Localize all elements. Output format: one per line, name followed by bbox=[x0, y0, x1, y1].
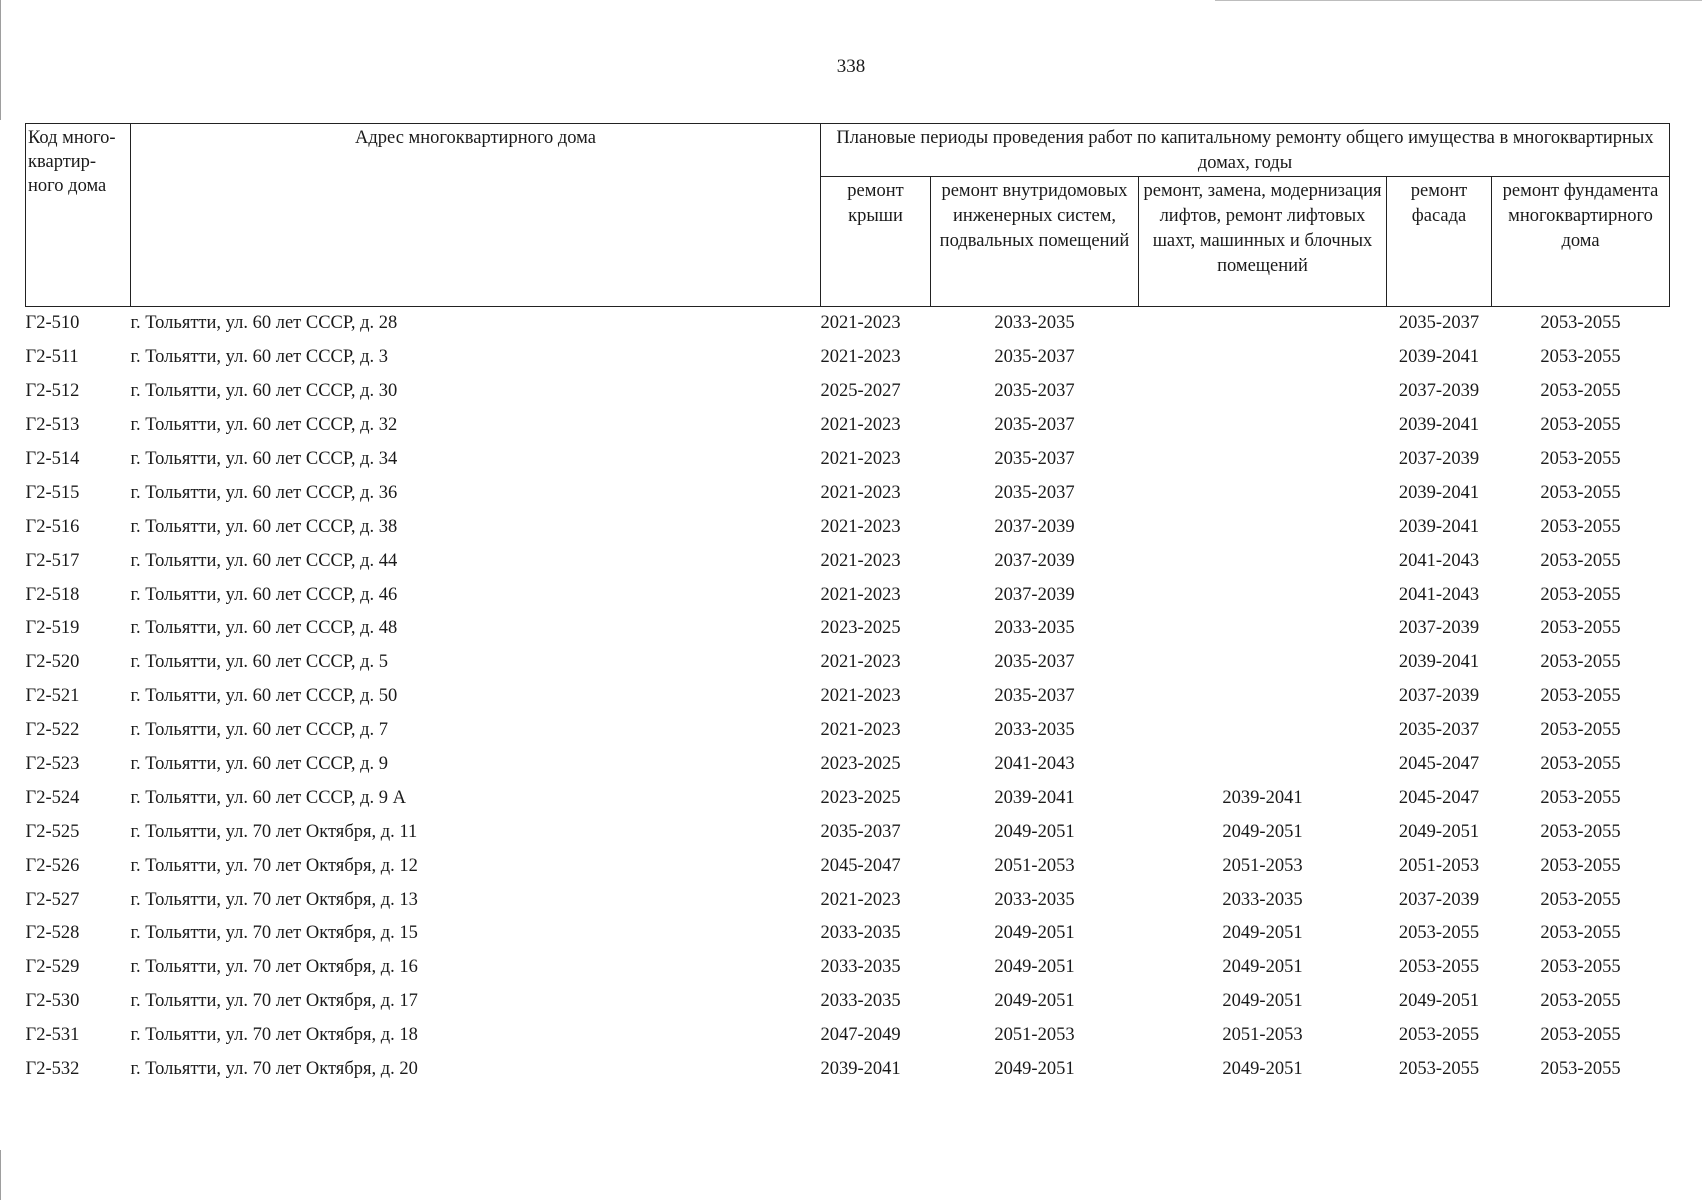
cell-code: Г2-521 bbox=[25, 686, 80, 707]
cell-systems: 2035-2037 bbox=[994, 686, 1075, 707]
cell-facade: 2049-2051 bbox=[1398, 821, 1480, 842]
cell-code: Г2-525 bbox=[25, 821, 80, 842]
cell-code: Г2-532 bbox=[25, 1059, 80, 1080]
table-row bbox=[26, 1053, 1670, 1087]
cell-address: г. Тольятти, ул. 60 лет СССР, д. 30 bbox=[130, 381, 398, 402]
cell-systems: 2049-2051 bbox=[994, 957, 1075, 978]
cell-roof: 2021-2023 bbox=[820, 686, 901, 707]
table-row bbox=[26, 307, 1670, 341]
cell-foundation: 2053-2055 bbox=[1540, 821, 1621, 842]
header-elevators: ремонт, замена, модернизация лифтов, ремонт лифтовых шахт, машинных и блочных помещений bbox=[1139, 177, 1387, 307]
cell-systems: 2037-2039 bbox=[994, 516, 1075, 537]
cell-roof: 2023-2025 bbox=[820, 754, 901, 775]
cell-code: Г2-529 bbox=[25, 957, 80, 978]
cell-foundation: 2053-2055 bbox=[1540, 754, 1621, 775]
cell-roof: 2033-2035 bbox=[820, 957, 901, 978]
cell-code: Г2-515 bbox=[25, 482, 80, 503]
cell-roof: 2023-2025 bbox=[820, 618, 901, 639]
cell-address: г. Тольятти, ул. 60 лет СССР, д. 9 А bbox=[130, 787, 407, 808]
cell-facade: 2049-2051 bbox=[1398, 991, 1480, 1012]
cell-elevators: 2049-2051 bbox=[1222, 821, 1303, 842]
cell-facade: 2035-2037 bbox=[1398, 720, 1480, 741]
cell-address: г. Тольятти, ул. 60 лет СССР, д. 50 bbox=[130, 686, 398, 707]
cell-elevators bbox=[1139, 714, 1387, 748]
header-row bbox=[26, 124, 1670, 177]
cell-foundation: 2053-2055 bbox=[1540, 618, 1621, 639]
cell-facade: 2039-2041 bbox=[1398, 347, 1480, 368]
cell-foundation: 2053-2055 bbox=[1540, 889, 1621, 910]
cell-elevators: 2051-2053 bbox=[1222, 855, 1303, 876]
table-row bbox=[26, 883, 1670, 917]
cell-elevators bbox=[1139, 443, 1387, 477]
cell-elevators: 2049-2051 bbox=[1222, 1059, 1303, 1080]
cell-address: г. Тольятти, ул. 60 лет СССР, д. 38 bbox=[130, 516, 398, 537]
cell-code: Г2-522 bbox=[25, 720, 80, 741]
cell-foundation: 2053-2055 bbox=[1540, 415, 1621, 436]
cell-foundation: 2053-2055 bbox=[1540, 516, 1621, 537]
cell-roof: 2021-2023 bbox=[820, 652, 901, 673]
cell-systems: 2041-2043 bbox=[994, 754, 1075, 775]
cell-facade: 2053-2055 bbox=[1398, 1025, 1480, 1046]
cell-address: г. Тольятти, ул. 70 лет Октября, д. 20 bbox=[130, 1059, 418, 1080]
cell-facade: 2053-2055 bbox=[1398, 1059, 1480, 1080]
cell-code: Г2-516 bbox=[25, 516, 80, 537]
cell-facade: 2039-2041 bbox=[1398, 415, 1480, 436]
cell-code: Г2-513 bbox=[25, 415, 80, 436]
cell-roof: 2021-2023 bbox=[820, 550, 901, 571]
cell-roof: 2025-2027 bbox=[820, 381, 901, 402]
cell-foundation: 2053-2055 bbox=[1540, 1059, 1621, 1080]
header-foundation: ремонт фундамента многоквартирного дома bbox=[1492, 177, 1670, 307]
cell-roof: 2021-2023 bbox=[820, 347, 901, 368]
table-header bbox=[26, 124, 1670, 307]
page-number: 338 bbox=[836, 56, 866, 77]
cell-roof: 2035-2037 bbox=[820, 821, 901, 842]
cell-foundation: 2053-2055 bbox=[1540, 686, 1621, 707]
cell-address: г. Тольятти, ул. 70 лет Октября, д. 16 bbox=[130, 957, 418, 978]
cell-code: Г2-531 bbox=[25, 1025, 80, 1046]
table-row bbox=[26, 612, 1670, 646]
cell-systems: 2033-2035 bbox=[994, 313, 1075, 334]
cell-elevators bbox=[1139, 612, 1387, 646]
cell-systems: 2035-2037 bbox=[994, 381, 1075, 402]
table-row bbox=[26, 714, 1670, 748]
cell-address: г. Тольятти, ул. 60 лет СССР, д. 7 bbox=[130, 720, 389, 741]
cell-facade: 2035-2037 bbox=[1398, 313, 1480, 334]
cell-roof: 2021-2023 bbox=[820, 313, 901, 334]
cell-systems: 2035-2037 bbox=[994, 652, 1075, 673]
cell-code: Г2-519 bbox=[25, 618, 80, 639]
cell-systems: 2037-2039 bbox=[994, 584, 1075, 605]
cell-elevators bbox=[1139, 307, 1387, 341]
cell-elevators: 2039-2041 bbox=[1222, 787, 1303, 808]
cell-elevators bbox=[1139, 510, 1387, 544]
table-row bbox=[26, 849, 1670, 883]
cell-facade: 2039-2041 bbox=[1398, 652, 1480, 673]
cell-roof: 2045-2047 bbox=[820, 855, 901, 876]
cell-systems: 2051-2053 bbox=[994, 1025, 1075, 1046]
cell-roof: 2021-2023 bbox=[820, 415, 901, 436]
cell-foundation: 2053-2055 bbox=[1540, 449, 1621, 469]
cell-foundation: 2053-2055 bbox=[1540, 652, 1621, 673]
cell-code: Г2-526 bbox=[25, 855, 80, 876]
table-row bbox=[26, 443, 1670, 477]
cell-foundation: 2053-2055 bbox=[1540, 855, 1621, 876]
table-row bbox=[26, 476, 1670, 510]
cell-foundation: 2053-2055 bbox=[1540, 482, 1621, 503]
cell-address: г. Тольятти, ул. 60 лет СССР, д. 34 bbox=[130, 449, 398, 469]
scan-artifact-line bbox=[1215, 0, 1702, 1]
cell-elevators bbox=[1139, 680, 1387, 714]
cell-roof: 2021-2023 bbox=[820, 516, 901, 537]
cell-address: г. Тольятти, ул. 70 лет Октября, д. 15 bbox=[130, 923, 418, 944]
cell-code: Г2-530 bbox=[25, 991, 80, 1012]
cell-foundation: 2053-2055 bbox=[1540, 347, 1621, 368]
scan-artifact-edge bbox=[0, 1150, 1, 1200]
cell-facade: 2037-2039 bbox=[1398, 449, 1480, 469]
cell-roof: 2021-2023 bbox=[820, 889, 901, 910]
cell-address: г. Тольятти, ул. 60 лет СССР, д. 44 bbox=[130, 550, 398, 571]
table-row bbox=[26, 578, 1670, 612]
header-code: Код много-квартир-ного дома bbox=[26, 124, 131, 307]
table-row bbox=[26, 985, 1670, 1019]
cell-elevators: 2051-2053 bbox=[1222, 1025, 1303, 1046]
cell-foundation: 2053-2055 bbox=[1540, 720, 1621, 741]
table-row bbox=[26, 409, 1670, 443]
cell-foundation: 2053-2055 bbox=[1540, 550, 1621, 571]
cell-roof: 2033-2035 bbox=[820, 923, 901, 944]
cell-code: Г2-518 bbox=[25, 584, 80, 605]
cell-elevators bbox=[1139, 578, 1387, 612]
cell-elevators bbox=[1139, 646, 1387, 680]
header-facade: ремонт фасада bbox=[1387, 177, 1492, 307]
cell-code: Г2-512 bbox=[25, 381, 80, 402]
table-body bbox=[26, 307, 1670, 1087]
cell-address: г. Тольятти, ул. 70 лет Октября, д. 13 bbox=[130, 889, 418, 910]
cell-elevators bbox=[1139, 341, 1387, 375]
cell-roof: 2047-2049 bbox=[820, 1025, 901, 1046]
header-address: Адрес многоквартирного дома bbox=[131, 124, 821, 307]
table-row bbox=[26, 951, 1670, 985]
cell-roof: 2021-2023 bbox=[820, 584, 901, 605]
cell-address: г. Тольятти, ул. 70 лет Октября, д. 12 bbox=[130, 855, 418, 876]
cell-facade: 2053-2055 bbox=[1398, 957, 1480, 978]
cell-facade: 2041-2043 bbox=[1398, 550, 1480, 571]
cell-systems: 2035-2037 bbox=[994, 347, 1075, 368]
cell-systems: 2049-2051 bbox=[994, 991, 1075, 1012]
cell-code: Г2-511 bbox=[25, 347, 79, 368]
cell-foundation: 2053-2055 bbox=[1540, 991, 1621, 1012]
cell-systems: 2033-2035 bbox=[994, 618, 1075, 639]
cell-systems: 2033-2035 bbox=[994, 889, 1075, 910]
cell-address: г. Тольятти, ул. 70 лет Октября, д. 18 bbox=[130, 1025, 418, 1046]
cell-foundation: 2053-2055 bbox=[1540, 313, 1621, 334]
cell-address: г. Тольятти, ул. 70 лет Октября, д. 11 bbox=[130, 821, 418, 842]
cell-facade: 2039-2041 bbox=[1398, 516, 1480, 537]
table-row bbox=[26, 646, 1670, 680]
table-row bbox=[26, 917, 1670, 951]
table-row bbox=[26, 510, 1670, 544]
header-periods: Плановые периоды проведения работ по капитальному ремонту общего имущества в многоквартирных домах, годы bbox=[821, 124, 1670, 177]
cell-elevators bbox=[1139, 544, 1387, 578]
header-systems: ремонт внутридомовых инженерных систем, подвальных помещений bbox=[931, 177, 1139, 307]
cell-roof: 2021-2023 bbox=[820, 449, 901, 469]
cell-code: Г2-523 bbox=[25, 754, 80, 775]
cell-elevators bbox=[1139, 748, 1387, 782]
cell-roof: 2039-2041 bbox=[820, 1059, 901, 1080]
cell-facade: 2037-2039 bbox=[1398, 618, 1480, 639]
table-row bbox=[26, 375, 1670, 409]
cell-elevators: 2033-2035 bbox=[1222, 889, 1303, 910]
cell-elevators: 2049-2051 bbox=[1222, 923, 1303, 944]
cell-address: г. Тольятти, ул. 60 лет СССР, д. 3 bbox=[130, 347, 389, 368]
cell-elevators: 2049-2051 bbox=[1222, 991, 1303, 1012]
cell-systems: 2049-2051 bbox=[994, 821, 1075, 842]
cell-address: г. Тольятти, ул. 70 лет Октября, д. 17 bbox=[130, 991, 418, 1012]
cell-systems: 2037-2039 bbox=[994, 550, 1075, 571]
cell-systems: 2033-2035 bbox=[994, 720, 1075, 741]
header-roof: ремонт крыши bbox=[821, 177, 931, 307]
table-row bbox=[26, 544, 1670, 578]
cell-code: Г2-524 bbox=[25, 787, 80, 808]
cell-code: Г2-527 bbox=[25, 889, 80, 910]
repair-schedule-table bbox=[25, 123, 1670, 1086]
cell-systems: 2035-2037 bbox=[994, 482, 1075, 503]
cell-elevators: 2049-2051 bbox=[1222, 957, 1303, 978]
cell-elevators bbox=[1139, 375, 1387, 409]
cell-facade: 2041-2043 bbox=[1398, 584, 1480, 605]
cell-systems: 2049-2051 bbox=[994, 923, 1075, 944]
cell-facade: 2037-2039 bbox=[1398, 381, 1480, 402]
cell-facade: 2045-2047 bbox=[1398, 787, 1480, 808]
table-row bbox=[26, 1019, 1670, 1053]
table-row bbox=[26, 815, 1670, 849]
cell-facade: 2037-2039 bbox=[1398, 686, 1480, 707]
cell-systems: 2039-2041 bbox=[994, 787, 1075, 808]
cell-roof: 2021-2023 bbox=[820, 720, 901, 741]
cell-roof: 2023-2025 bbox=[820, 787, 901, 808]
cell-facade: 2051-2053 bbox=[1398, 855, 1480, 876]
cell-facade: 2045-2047 bbox=[1398, 754, 1480, 775]
cell-code: Г2-517 bbox=[25, 550, 80, 571]
cell-foundation: 2053-2055 bbox=[1540, 584, 1621, 605]
cell-foundation: 2053-2055 bbox=[1540, 957, 1621, 978]
cell-code: Г2-528 bbox=[25, 923, 80, 944]
table-row bbox=[26, 341, 1670, 375]
cell-address: г. Тольятти, ул. 60 лет СССР, д. 5 bbox=[130, 652, 389, 673]
cell-address: г. Тольятти, ул. 60 лет СССР, д. 28 bbox=[130, 313, 398, 334]
cell-elevators bbox=[1139, 409, 1387, 443]
cell-foundation: 2053-2055 bbox=[1540, 1025, 1621, 1046]
table-row bbox=[26, 748, 1670, 782]
cell-address: г. Тольятти, ул. 60 лет СССР, д. 48 bbox=[130, 618, 398, 639]
cell-roof: 2033-2035 bbox=[820, 991, 901, 1012]
cell-foundation: 2053-2055 bbox=[1540, 381, 1621, 402]
cell-address: г. Тольятти, ул. 60 лет СССР, д. 46 bbox=[130, 584, 398, 605]
cell-roof: 2021-2023 bbox=[820, 482, 901, 503]
cell-address: г. Тольятти, ул. 60 лет СССР, д. 32 bbox=[130, 415, 398, 436]
cell-facade: 2039-2041 bbox=[1398, 482, 1480, 503]
cell-address: г. Тольятти, ул. 60 лет СССР, д. 36 bbox=[130, 482, 398, 503]
cell-facade: 2037-2039 bbox=[1398, 889, 1480, 910]
cell-code: Г2-520 bbox=[25, 652, 80, 673]
cell-systems: 2035-2037 bbox=[994, 415, 1075, 436]
cell-code: Г2-510 bbox=[25, 313, 80, 334]
cell-elevators bbox=[1139, 476, 1387, 510]
cell-systems: 2049-2051 bbox=[994, 1059, 1075, 1080]
cell-code: Г2-514 bbox=[25, 449, 80, 469]
cell-foundation: 2053-2055 bbox=[1540, 923, 1621, 944]
cell-systems: 2035-2037 bbox=[994, 449, 1075, 469]
cell-foundation: 2053-2055 bbox=[1540, 787, 1621, 808]
cell-facade: 2053-2055 bbox=[1398, 923, 1480, 944]
cell-address: г. Тольятти, ул. 60 лет СССР, д. 9 bbox=[130, 754, 389, 775]
cell-systems: 2051-2053 bbox=[994, 855, 1075, 876]
table-row bbox=[26, 680, 1670, 714]
table-row bbox=[26, 781, 1670, 815]
